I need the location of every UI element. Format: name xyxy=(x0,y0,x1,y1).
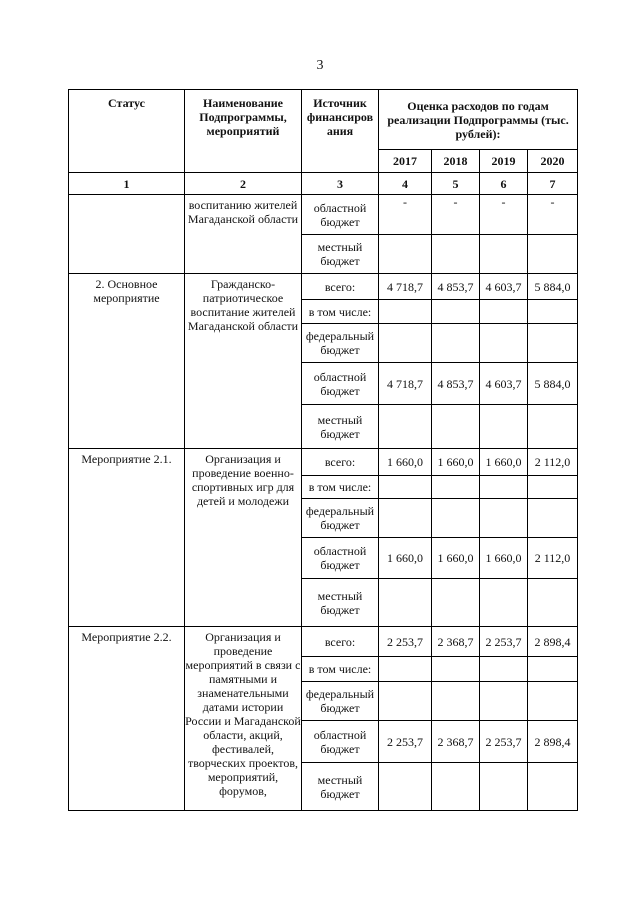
value-cell xyxy=(432,476,480,499)
expenses-table xyxy=(68,89,578,811)
status-cell: Мероприятие 2.1. xyxy=(69,449,185,627)
value-cell: 2 898,4 xyxy=(528,721,578,763)
value-cell xyxy=(432,657,480,682)
source-cell: областной бюджет xyxy=(302,195,379,235)
source-cell: всего: xyxy=(302,627,379,657)
value-cell xyxy=(432,235,480,274)
source-cell: федеральный бюджет xyxy=(302,499,379,538)
source-cell: федеральный бюджет xyxy=(302,682,379,721)
column-number: 7 xyxy=(528,173,578,195)
column-number: 6 xyxy=(480,173,528,195)
status-cell xyxy=(69,195,185,274)
status-cell: 2. Основное мероприятие xyxy=(69,274,185,449)
value-cell xyxy=(480,300,528,324)
value-cell xyxy=(432,763,480,811)
year-cell: 2020 xyxy=(528,150,578,173)
value-cell xyxy=(528,476,578,499)
value-cell: 4 603,7 xyxy=(480,363,528,405)
header-row xyxy=(69,90,578,150)
source-cell: местный бюджет xyxy=(302,405,379,449)
value-cell: - xyxy=(432,195,480,235)
year-cell: 2019 xyxy=(480,150,528,173)
source-cell: областной бюджет xyxy=(302,721,379,763)
value-cell xyxy=(480,476,528,499)
value-cell xyxy=(480,405,528,449)
value-cell: 1 660,0 xyxy=(432,449,480,476)
value-cell xyxy=(528,579,578,627)
value-cell: 2 112,0 xyxy=(528,538,578,579)
source-cell: местный бюджет xyxy=(302,579,379,627)
value-cell xyxy=(480,235,528,274)
name-cell: Организация и проведение мероприятий в связи с памятными и знаменательными датами истории России и Магаданской области, акций, фестивалей, творческих проектов, мероприятий, форумов, xyxy=(185,627,302,811)
value-cell xyxy=(528,405,578,449)
source-cell: областной бюджет xyxy=(302,538,379,579)
source-cell: местный бюджет xyxy=(302,235,379,274)
value-cell: 4 853,7 xyxy=(432,274,480,300)
value-cell: 4 603,7 xyxy=(480,274,528,300)
value-cell xyxy=(432,324,480,363)
table-row xyxy=(69,449,578,476)
value-cell xyxy=(379,682,432,721)
value-cell: 2 368,7 xyxy=(432,721,480,763)
value-cell: - xyxy=(528,195,578,235)
value-cell xyxy=(432,682,480,721)
value-cell: 4 853,7 xyxy=(432,363,480,405)
page-number: 3 xyxy=(316,58,324,73)
value-cell xyxy=(432,499,480,538)
value-cell xyxy=(528,657,578,682)
value-cell: 2 368,7 xyxy=(432,627,480,657)
source-cell: местный бюджет xyxy=(302,763,379,811)
header-status: Статус xyxy=(69,90,185,173)
value-cell: 1 660,0 xyxy=(480,538,528,579)
value-cell xyxy=(480,324,528,363)
value-cell: 1 660,0 xyxy=(379,538,432,579)
value-cell: - xyxy=(379,195,432,235)
value-cell xyxy=(379,499,432,538)
value-cell: 5 884,0 xyxy=(528,274,578,300)
value-cell xyxy=(480,682,528,721)
value-cell: 2 112,0 xyxy=(528,449,578,476)
value-cell: 5 884,0 xyxy=(528,363,578,405)
value-cell xyxy=(379,763,432,811)
value-cell xyxy=(379,579,432,627)
value-cell: 2 898,4 xyxy=(528,627,578,657)
source-cell: федеральный бюджет xyxy=(302,324,379,363)
source-cell: всего: xyxy=(302,449,379,476)
value-cell xyxy=(528,499,578,538)
value-cell xyxy=(528,235,578,274)
source-cell: в том числе: xyxy=(302,476,379,499)
value-cell xyxy=(480,499,528,538)
column-number: 5 xyxy=(432,173,480,195)
value-cell: 2 253,7 xyxy=(480,721,528,763)
year-cell: 2018 xyxy=(432,150,480,173)
value-cell xyxy=(432,405,480,449)
value-cell xyxy=(528,763,578,811)
source-cell: в том числе: xyxy=(302,657,379,682)
value-cell xyxy=(432,579,480,627)
value-cell xyxy=(379,476,432,499)
value-cell xyxy=(432,300,480,324)
value-cell xyxy=(528,324,578,363)
value-cell xyxy=(480,657,528,682)
table-row xyxy=(69,274,578,300)
table-row xyxy=(69,195,578,235)
value-cell xyxy=(379,300,432,324)
value-cell: 4 718,7 xyxy=(379,363,432,405)
source-cell: областной бюджет xyxy=(302,363,379,405)
value-cell xyxy=(379,405,432,449)
value-cell: 1 660,0 xyxy=(379,449,432,476)
value-cell xyxy=(379,657,432,682)
name-cell: воспитанию жителей Магаданской области xyxy=(185,195,302,274)
value-cell xyxy=(528,300,578,324)
column-number: 4 xyxy=(379,173,432,195)
value-cell: 4 718,7 xyxy=(379,274,432,300)
column-number: 1 xyxy=(69,173,185,195)
value-cell: - xyxy=(480,195,528,235)
value-cell: 2 253,7 xyxy=(379,721,432,763)
table-row xyxy=(69,627,578,657)
column-numbers-row xyxy=(69,173,578,195)
header-estimate: Оценка расходов по годам реализации Подпрограммы (тыс. рублей): xyxy=(379,90,578,150)
column-number: 3 xyxy=(302,173,379,195)
year-cell: 2017 xyxy=(379,150,432,173)
value-cell xyxy=(379,324,432,363)
header-name: Наименование Подпрограммы, мероприятий xyxy=(185,90,302,173)
value-cell xyxy=(480,763,528,811)
value-cell: 2 253,7 xyxy=(379,627,432,657)
value-cell xyxy=(528,682,578,721)
name-cell: Гражданско-патриотическое воспитание жителей Магаданской области xyxy=(185,274,302,449)
value-cell: 1 660,0 xyxy=(432,538,480,579)
value-cell: 1 660,0 xyxy=(480,449,528,476)
header-source: Источник финансиров ания xyxy=(302,90,379,173)
source-cell: всего: xyxy=(302,274,379,300)
column-number: 2 xyxy=(185,173,302,195)
value-cell xyxy=(480,579,528,627)
value-cell xyxy=(379,235,432,274)
value-cell: 2 253,7 xyxy=(480,627,528,657)
name-cell: Организация и проведение военно-спортивных игр для детей и молодежи xyxy=(185,449,302,627)
source-cell: в том числе: xyxy=(302,300,379,324)
status-cell: Мероприятие 2.2. xyxy=(69,627,185,811)
